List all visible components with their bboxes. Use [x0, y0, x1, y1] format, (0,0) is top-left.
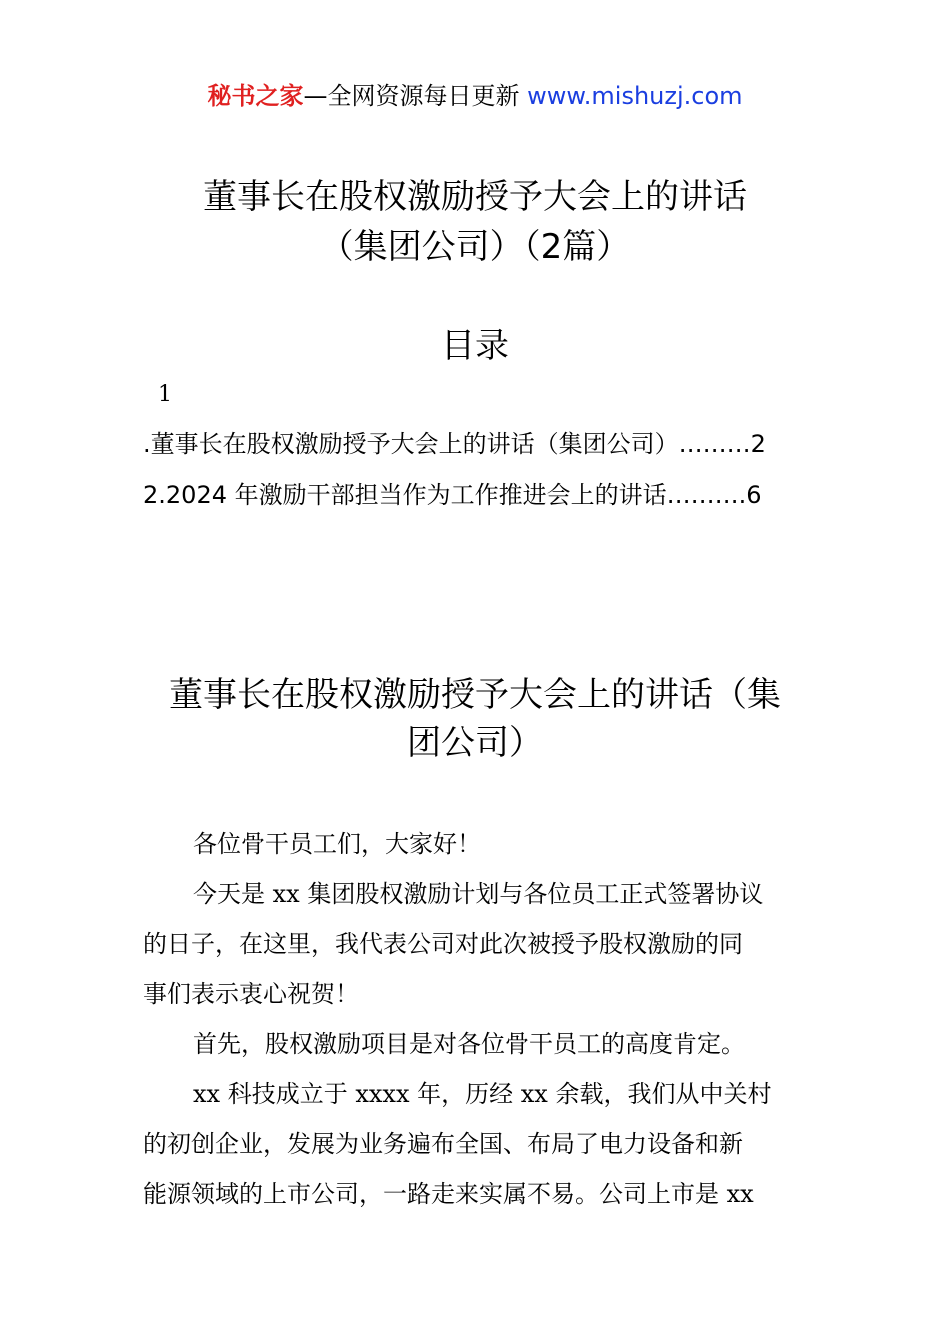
greeting: 各位骨干员工们，大家好！: [193, 830, 481, 858]
toc-heading: 目录: [441, 326, 509, 366]
paragraph-3-line-3: [143, 1177, 754, 1211]
paragraph-3-line-1: [193, 1077, 771, 1111]
text-fragment: 集团股权激励计划与各位员工正式签署协议: [299, 880, 764, 908]
text-fragment: 能源领域的上市公司，一路走来实属不易。公司上市是: [143, 1180, 727, 1208]
section-title-line1: 董事长在股权激励授予大会上的讲话（集: [169, 675, 781, 715]
site-url-link[interactable]: www.mishuzj.com: [527, 82, 743, 110]
text-fragment: 今天是: [193, 880, 273, 908]
text-fragment: 科技成立于: [220, 1080, 356, 1108]
placeholder-text: xxxx: [355, 1080, 410, 1108]
header-tagline: —全网资源每日更新: [303, 82, 520, 110]
placeholder-text: xx: [520, 1080, 548, 1108]
document-title-line2: （集团公司）（2篇）: [319, 227, 631, 267]
document-title-line1: 董事长在股权激励授予大会上的讲话: [203, 177, 747, 217]
placeholder-text: xx: [726, 1180, 754, 1208]
toc-stray-number: 1: [158, 382, 172, 407]
paragraph-2: 首先，股权激励项目是对各位骨干员工的高度肯定。: [193, 1030, 745, 1058]
text-fragment: 余载，我们从中关村: [547, 1080, 772, 1108]
paragraph-1-line-2: 的日子，在这里，我代表公司对此次被授予股权激励的同: [143, 930, 743, 958]
placeholder-text: xx: [193, 1080, 221, 1108]
toc-item-2[interactable]: 2.2024 年激励干部担当作为工作推进会上的讲话……….6: [143, 481, 762, 509]
placeholder-text: xx: [272, 880, 300, 908]
paragraph-3-line-2: 的初创企业，发展为业务遍布全国、布局了电力设备和新: [143, 1130, 743, 1158]
section-title-line2: 团公司）: [407, 723, 543, 763]
brand-name: 秘书之家: [207, 82, 304, 110]
text-fragment: 年，历经: [409, 1080, 521, 1108]
paragraph-1-line-3: 事们表示衷心祝贺！: [143, 980, 359, 1008]
site-header: [0, 80, 950, 112]
paragraph-1-line-1: [193, 877, 763, 911]
toc-item-1[interactable]: .董事长在股权激励授予大会上的讲话（集团公司）………2: [143, 430, 766, 458]
